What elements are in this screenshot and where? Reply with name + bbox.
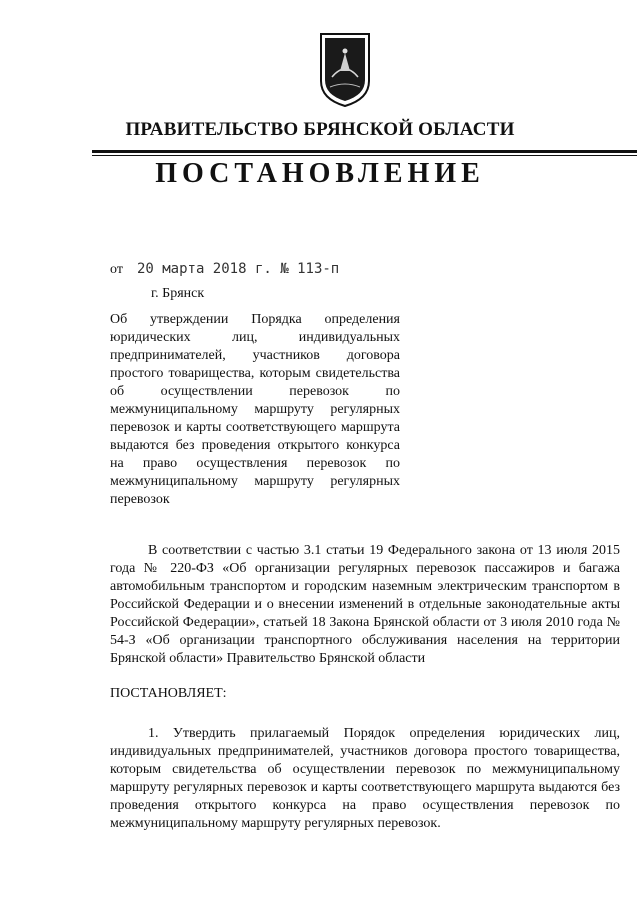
city-name: г. Брянск <box>151 286 205 301</box>
header-divider <box>92 150 637 153</box>
header-divider-thin <box>92 155 637 156</box>
date-line <box>110 261 339 278</box>
date-prefix: от <box>110 262 123 277</box>
preamble-paragraph: В соответствии с частью 3.1 статьи 19 Федерального закона от 13 июля 2015 года № 220-ФЗ «Об организации регулярных перевозок пассажиров и багажа автомобильным транспортом и городским наземным электрическим транспортом в Российской Федерации и о внесении изменений в отдельные законодательные акты Российской Федерации», статьей 18 Закона Брянской области от 3 июля 2010 года № 54-З «Об организации транспортного обслуживания населения на территории Брянской области» Правительство Брянской области <box>110 543 620 666</box>
preamble-block <box>110 542 620 668</box>
coat-of-arms-icon <box>318 31 372 109</box>
organization-name: ПРАВИТЕЛЬСТВО БРЯНСКОЙ ОБЛАСТИ <box>125 119 515 140</box>
decree-word: ПОСТАНОВЛЯЕТ: <box>110 686 227 701</box>
date-and-number: 20 марта 2018 г. № 113-п <box>136 261 340 277</box>
document-subject: Об утверждении Порядка определения юридических лиц, индивидуальных предпринимателей, участников договора простого товарищества, которым свидетельства об осуществлении перевозок по межмуниципальному маршруту регулярных перевозок и карты соответствующего маршрута выдаются без проведения открытого конкурса на право осуществления перевозок по межмуниципальному маршруту регулярных перевозок <box>110 312 400 507</box>
document-type-title: ПОСТАНОВЛЕНИЕ <box>155 158 485 189</box>
decree-item-1: 1. Утвердить прилагаемый Порядок определения юридических лиц, индивидуальных предпринимателей, участников договора простого товарищества, которым свидетельства об осуществлении перевозок по межмуниципальному маршруту регулярных перевозок и карты соответствующего маршрута выдаются без проведения открытого конкурса на право осуществления перевозок по межмуниципальному маршруту регулярных перевозок. <box>110 726 620 831</box>
